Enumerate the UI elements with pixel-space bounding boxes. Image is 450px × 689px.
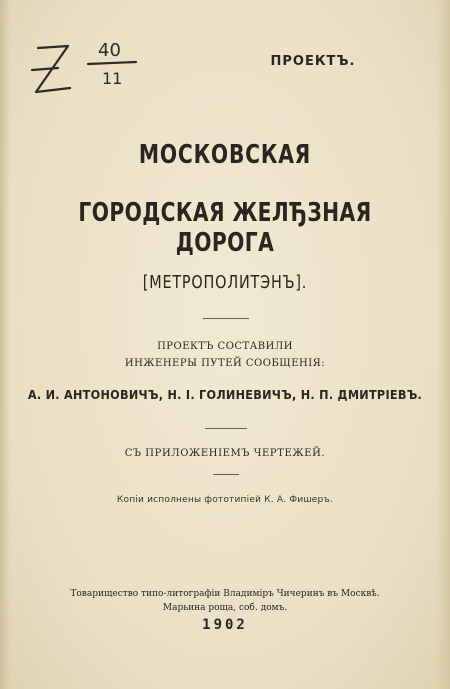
copies-note: Копіи исполнены фототипіей К. А. Фишеръ. bbox=[116, 495, 334, 505]
author-names: А. И. АНТОНОВИЧЪ, Н. І. ГОЛИНЕВИЧЪ, Н. П. ДМИТРІЕВЪ. bbox=[27, 387, 423, 402]
project-label: ПРОЕКТЪ. bbox=[270, 54, 356, 69]
divider-rule bbox=[205, 428, 247, 429]
title-line-1: МОСКОВСКАЯ bbox=[138, 140, 312, 170]
handwritten-number-top: 40 bbox=[98, 40, 121, 61]
imprint-address: Марьина роща, соб. домъ. bbox=[162, 603, 288, 613]
handwritten-shelfmark bbox=[28, 32, 148, 107]
imprint-publisher: Товарищество типо-литографіи Владиміръ Чичеринъ въ Москвѣ. bbox=[70, 589, 380, 599]
handwritten-number-bottom: 11 bbox=[102, 69, 123, 88]
supplement-note: СЪ ПРИЛОЖЕНІЕМЪ ЧЕРТЕЖЕЙ. bbox=[124, 448, 326, 459]
authors-intro-line-1: ПРОЕКТЪ СОСТАВИЛИ bbox=[157, 341, 293, 352]
divider-rule bbox=[213, 474, 239, 475]
divider-rule bbox=[203, 318, 249, 319]
authors-intro-line-2: ИНЖЕНЕРЫ ПУТЕЙ СООБЩЕНІЯ: bbox=[124, 358, 326, 369]
subtitle: [МЕТРОПОЛИТЭНЪ]. bbox=[142, 272, 308, 293]
title-line-2: ГОРОДСКАЯ ЖЕЛЂЗНАЯ ДОРОГА bbox=[78, 198, 372, 258]
imprint-year: 1902 bbox=[202, 617, 248, 633]
